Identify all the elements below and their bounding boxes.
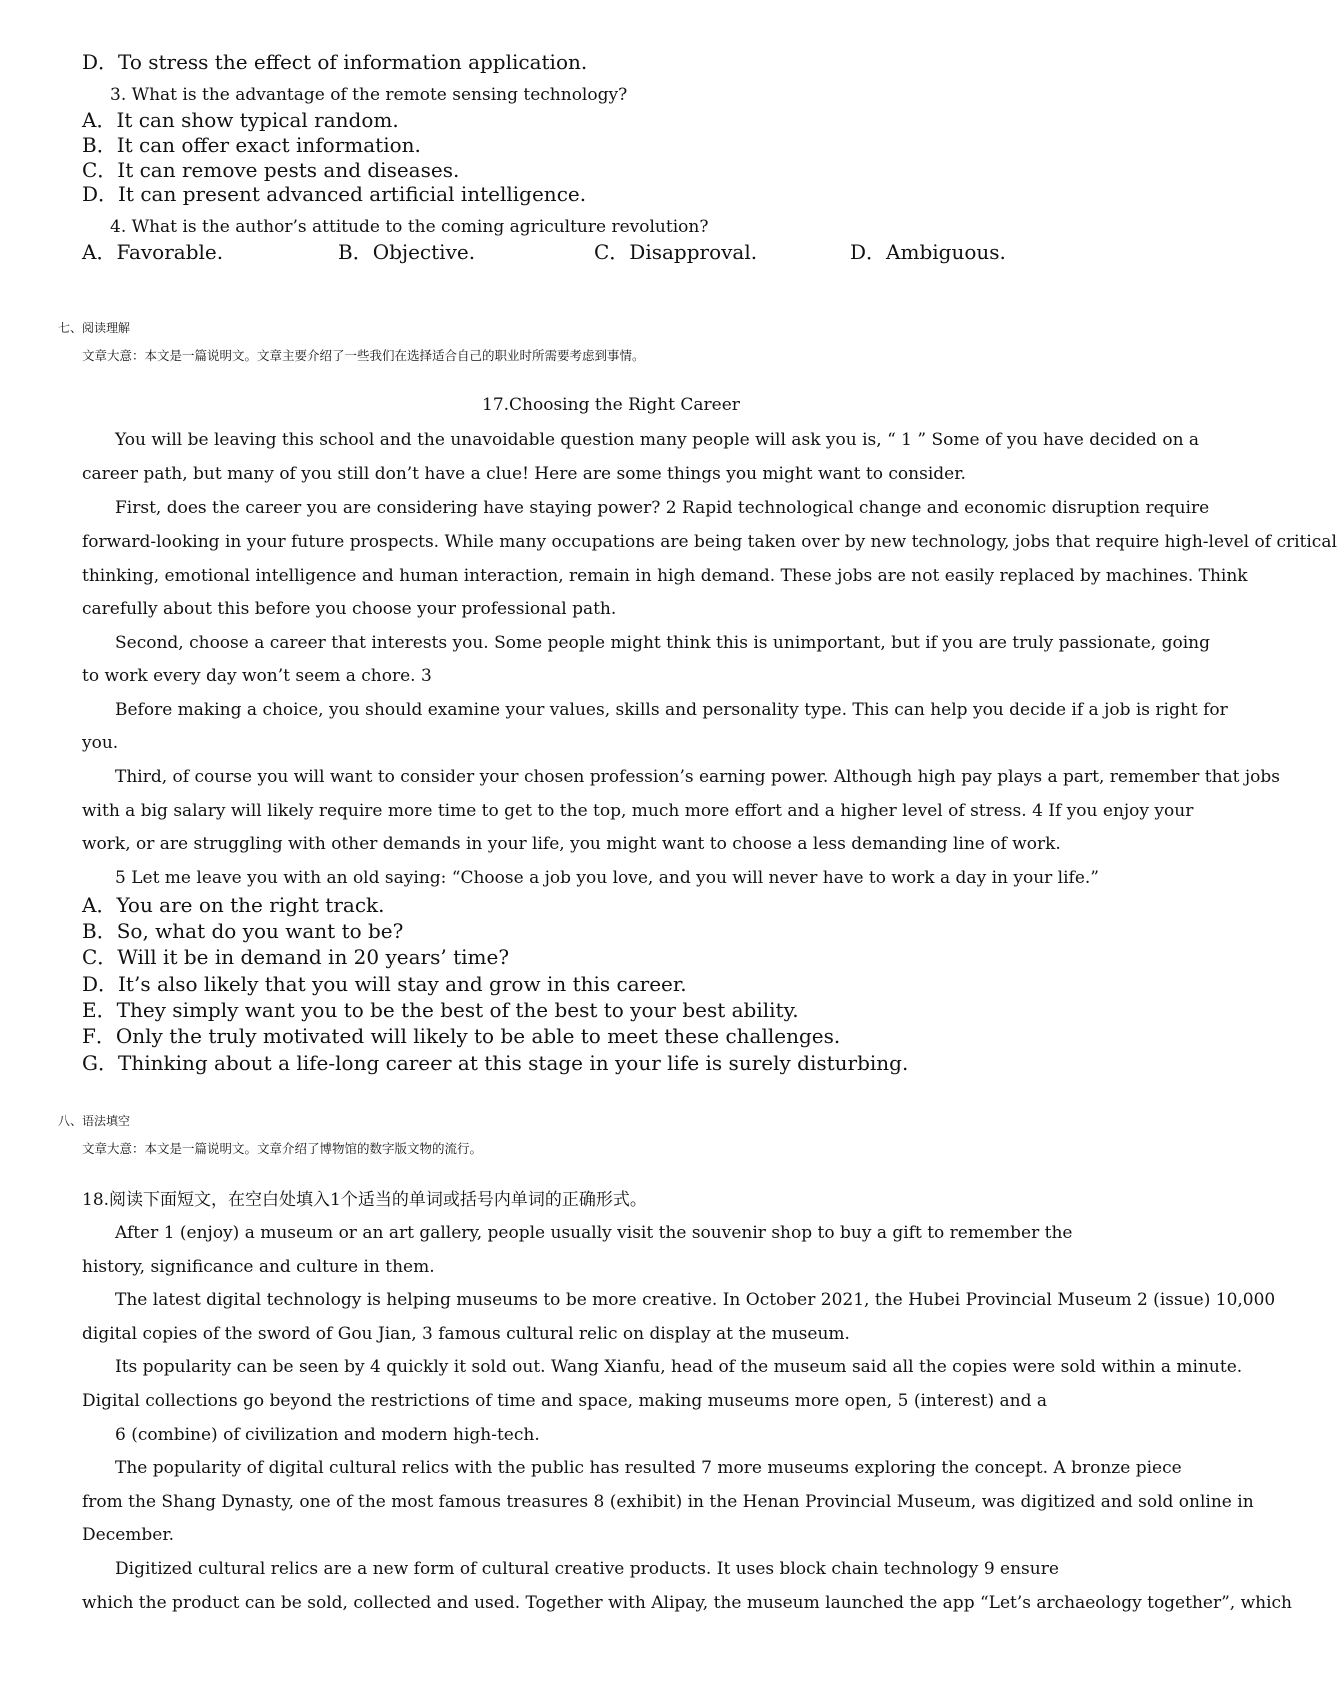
passage17-option-d: D．It’s also likely that you will stay and grow in this career. xyxy=(82,972,687,996)
passage17-option-a: A．You are on the right track. xyxy=(82,893,385,917)
q2-option-d: D．To stress the effect of information application. xyxy=(82,50,588,74)
passage18-line: Digitized cultural relics are a new form of cultural creative products. It uses block chain technology 9 ensure xyxy=(115,1559,1059,1579)
q3-option-c: C．It can remove pests and diseases. xyxy=(82,158,460,182)
section7-heading: 七、阅读理解 xyxy=(58,321,131,335)
passage17-line: First, does the career you are considering have staying power? 2 Rapid technological change and economic disruption require xyxy=(115,498,1210,518)
q3-option-a: A．It can show typical random. xyxy=(82,108,399,132)
q3-option-d: D．It can present advanced artificial intelligence. xyxy=(82,182,587,206)
q4-question: 4. What is the author’s attitude to the coming agriculture revolution? xyxy=(110,217,709,237)
q4-option-b: B．Objective. xyxy=(338,240,476,264)
passage18-line: Digital collections go beyond the restrictions of time and space, making museums more open, 5 (interest) and a xyxy=(82,1391,1048,1411)
passage18-line: Its popularity can be seen by 4 quickly it sold out. Wang Xianfu, head of the museum said all the copies were sold within a minute. xyxy=(115,1357,1243,1377)
passage17-line: Third, of course you will want to consider your chosen profession’s earning power. Although high pay plays a part, remember that jobs xyxy=(115,767,1281,787)
passage18-line: 6 (combine) of civilization and modern high-tech. xyxy=(115,1425,540,1445)
passage17-line: career path, but many of you still don’t have a clue! Here are some things you might want to consider. xyxy=(82,464,966,484)
passage17-option-f: F．Only the truly motivated will likely to be able to meet these challenges. xyxy=(82,1024,841,1048)
passage17-line: carefully about this before you choose your professional path. xyxy=(82,599,617,619)
passage17-line: work, or are struggling with other demands in your life, you might want to choose a less demanding line of work. xyxy=(82,834,1061,854)
passage17-line: You will be leaving this school and the unavoidable question many people will ask you is, “ 1 ” Some of you have decided on a xyxy=(115,430,1200,450)
section8-summary: 文章大意：本文是一篇说明文。文章介绍了博物馆的数字版文物的流行。 xyxy=(82,1141,483,1156)
passage18-line: digital copies of the sword of Gou Jian, 3 famous cultural relic on display at the museum. xyxy=(82,1324,850,1344)
passage17-option-g: G．Thinking about a life-long career at this stage in your life is surely disturbing. xyxy=(82,1051,909,1075)
passage18-line: The latest digital technology is helping museums to be more creative. In October 2021, the Hubei Provincial Museum 2 (issue) 10,000 xyxy=(115,1290,1276,1310)
q4-option-c: C．Disapproval. xyxy=(594,240,758,264)
passage18-line: history, significance and culture in them. xyxy=(82,1257,435,1277)
passage17-line: Before making a choice, you should examine your values, skills and personality type. This can help you decide if a job is right for xyxy=(115,700,1228,720)
passage18-line: December. xyxy=(82,1525,174,1545)
q3-option-b: B．It can offer exact information. xyxy=(82,133,421,157)
passage17-option-e: E．They simply want you to be the best of the best to your best ability. xyxy=(82,998,799,1022)
passage17-option-c: C．Will it be in demand in 20 years’ time? xyxy=(82,945,510,969)
passage18-line: The popularity of digital cultural relics with the public has resulted 7 more museums exploring the concept. A bronze piece xyxy=(115,1458,1182,1478)
passage18-line: from the Shang Dynasty, one of the most famous treasures 8 (exhibit) in the Henan Provincial Museum, was digitized and sold online in xyxy=(82,1492,1254,1512)
passage17-line: you. xyxy=(82,733,119,753)
passage17-line: Second, choose a career that interests you. Some people might think this is unimportant, but if you are truly passionate, going xyxy=(115,633,1210,653)
passage17-line: to work every day won’t seem a chore. 3 xyxy=(82,666,432,686)
passage17-line: with a big salary will likely require more time to get to the top, much more effort and a higher level of stress. 4 If you enjoy your xyxy=(82,801,1194,821)
passage17-line: 5 Let me leave you with an old saying: “Choose a job you love, and you will never have to work a day in your life.” xyxy=(115,868,1099,888)
passage17-line: thinking, emotional intelligence and human interaction, remain in high demand. These jobs are not easily replaced by machines. Think xyxy=(82,566,1248,586)
passage18-line: which the product can be sold, collected and used. Together with Alipay, the museum launched the app “Let’s archaeology together”, which xyxy=(82,1593,1292,1613)
q3-question: 3. What is the advantage of the remote sensing technology? xyxy=(110,85,628,105)
q4-option-a: A．Favorable. xyxy=(82,240,224,264)
passage17-option-b: B．So, what do you want to be? xyxy=(82,919,404,943)
passage17-title: 17.Choosing the Right Career xyxy=(482,395,740,415)
section7-summary: 文章大意：本文是一篇说明文。文章主要介绍了一些我们在选择适合自己的职业时所需要考虑到事情。 xyxy=(82,348,645,363)
passage18-instruction: 18.阅读下面短文，在空白处填入1个适当的单词或括号内单词的正确形式。 xyxy=(82,1190,647,1210)
passage17-line: forward-looking in your future prospects. While many occupations are being taken over by new technology, jobs that require high-level of critical xyxy=(82,532,1337,552)
q4-option-d: D．Ambiguous. xyxy=(850,240,1006,264)
passage18-line: After 1 (enjoy) a museum or an art gallery, people usually visit the souvenir shop to buy a gift to remember the xyxy=(115,1223,1073,1243)
section8-heading: 八、语法填空 xyxy=(58,1114,131,1128)
